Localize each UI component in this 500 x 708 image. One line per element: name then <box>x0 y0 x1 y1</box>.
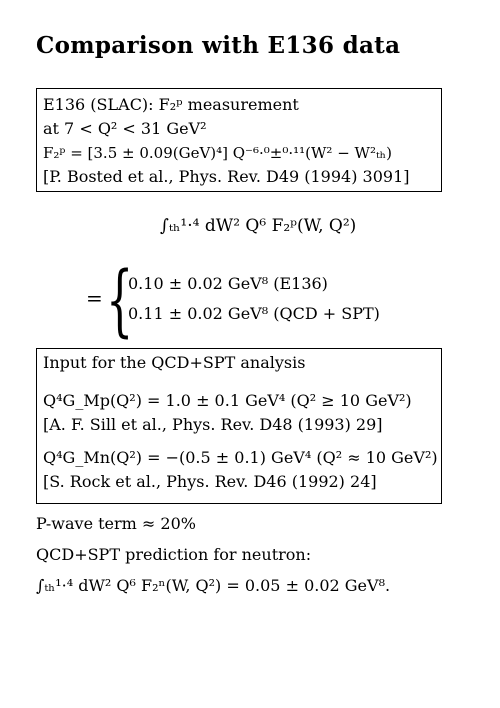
equals-sign: = <box>86 286 103 310</box>
qcd-box-heading: Input for the QCD+SPT analysis <box>43 353 306 372</box>
result-e136: 0.10 ± 0.02 GeV⁸ (E136) <box>128 274 328 293</box>
gmn-formula: Q⁴G_Mn(Q²) = −(0.5 ± 0.1) GeV⁴ (Q² ≈ 10 GeV²) <box>43 448 438 467</box>
e136-reference: [P. Bosted et al., Phys. Rev. D49 (1994) 3091] <box>43 167 410 186</box>
result-qcd-spt: 0.11 ± 0.02 GeV⁸ (QCD + SPT) <box>128 304 380 323</box>
prediction-label: QCD+SPT prediction for neutron: <box>36 545 312 564</box>
gmp-formula: Q⁴G_Mp(Q²) = 1.0 ± 0.1 GeV⁴ (Q² ≥ 10 GeV²) <box>43 391 412 410</box>
gmn-reference: [S. Rock et al., Phys. Rev. D46 (1992) 24] <box>43 472 377 491</box>
gmp-reference: [A. F. Sill et al., Phys. Rev. D48 (1993) 29] <box>43 415 383 434</box>
integral-expression: ∫ₜₕ¹·⁴ dW² Q⁶ F₂ᵖ(W, Q²) <box>160 216 357 236</box>
left-brace-icon: { <box>106 256 134 346</box>
pwave-term: P-wave term ≈ 20% <box>36 514 196 533</box>
prediction-formula: ∫ₜₕ¹·⁴ dW² Q⁶ F₂ⁿ(W, Q²) = 0.05 ± 0.02 GeV⁸. <box>36 576 391 595</box>
e136-measurement-box <box>36 88 442 192</box>
qcd-input-box <box>36 348 442 504</box>
e136-line-2: at 7 < Q² < 31 GeV² <box>43 119 207 138</box>
e136-line-1: E136 (SLAC): F₂ᵖ measurement <box>43 95 299 114</box>
e136-formula: F₂ᵖ = [3.5 ± 0.09(GeV)⁴] Q⁻⁶·⁰±⁰·¹¹(W² − W²ₜₕ) <box>43 144 393 162</box>
page-title: Comparison with E136 data <box>36 32 401 59</box>
